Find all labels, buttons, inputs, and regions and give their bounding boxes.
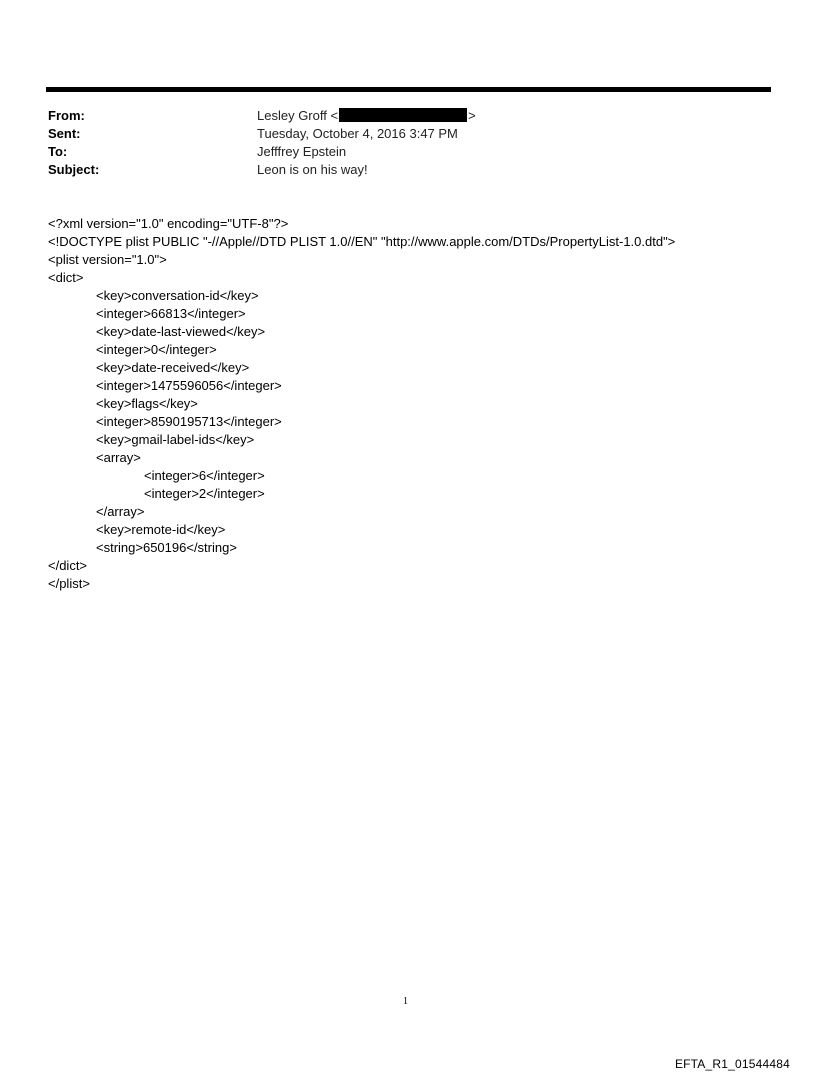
body-line: <key>remote-id</key> — [96, 522, 226, 537]
redaction-box — [339, 108, 467, 122]
subject-row — [48, 161, 768, 179]
body-line: <integer>2</integer> — [144, 486, 265, 501]
email-header — [48, 107, 768, 179]
subject-value: Leon is on his way! — [257, 162, 368, 177]
body-line: </dict> — [48, 558, 88, 573]
email-body — [48, 215, 768, 593]
header-rule — [46, 87, 771, 92]
body-line: <integer>66813</integer> — [96, 306, 246, 321]
sender-address-suffix: > — [468, 108, 476, 123]
body-line: <!DOCTYPE plist PUBLIC "-//Apple//DTD PLIST 1.0//EN" "http://www.apple.com/DTDs/PropertyList-1.0.dtd"> — [48, 234, 676, 249]
body-line: <integer>0</integer> — [96, 342, 217, 357]
body-line: <dict> — [48, 270, 84, 285]
from-row — [48, 107, 768, 125]
from-label: From: — [48, 108, 85, 123]
body-line: <?xml version="1.0" encoding="UTF-8"?> — [48, 216, 289, 231]
sent-row — [48, 125, 768, 143]
body-line: <key>flags</key> — [96, 396, 198, 411]
sent-value: Tuesday, October 4, 2016 3:47 PM — [257, 126, 458, 141]
body-line: </array> — [96, 504, 145, 519]
body-line: <integer>1475596056</integer> — [96, 378, 282, 393]
body-line: </plist> — [48, 576, 90, 591]
body-line: <key>gmail-label-ids</key> — [96, 432, 255, 447]
body-line: <array> — [96, 450, 141, 465]
subject-label: Subject: — [48, 162, 100, 177]
to-row — [48, 143, 768, 161]
body-line: <key>conversation-id</key> — [96, 288, 259, 303]
to-label: To: — [48, 144, 68, 159]
from-value — [257, 107, 476, 125]
body-line: <plist version="1.0"> — [48, 252, 167, 267]
body-line: <string>650196</string> — [96, 540, 237, 555]
sent-label: Sent: — [48, 126, 81, 141]
sender-name: Lesley Groff < — [257, 108, 339, 123]
body-line: <integer>6</integer> — [144, 468, 265, 483]
to-value: Jefffrey Epstein — [257, 144, 347, 159]
body-line: <integer>8590195713</integer> — [96, 414, 282, 429]
page-number: 1 — [403, 996, 408, 1007]
body-line: <key>date-last-viewed</key> — [96, 324, 266, 339]
body-line: <key>date-received</key> — [96, 360, 250, 375]
bates-number: EFTA_R1_01544484 — [674, 1057, 790, 1071]
